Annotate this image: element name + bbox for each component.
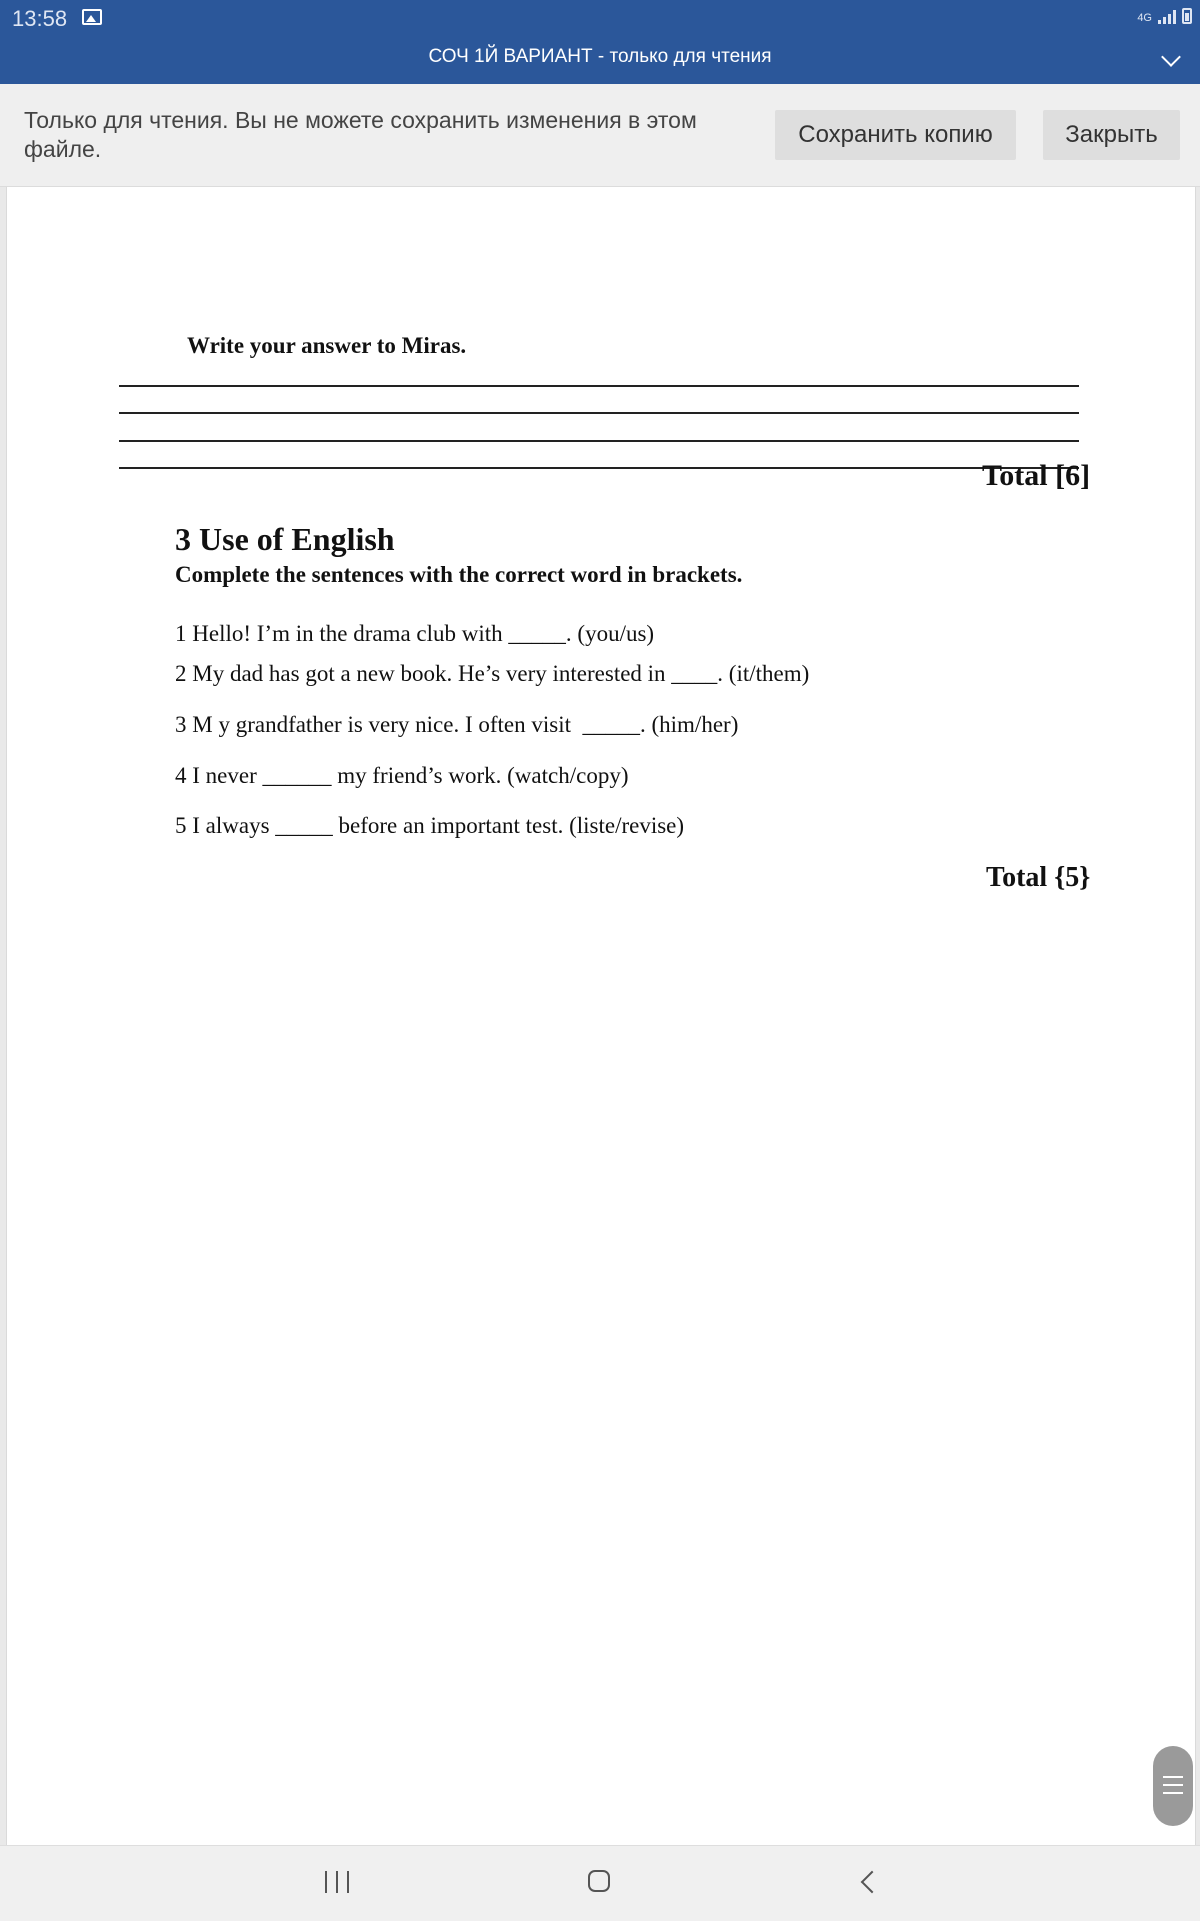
signal-icon (1158, 10, 1176, 24)
recent-apps-icon[interactable] (325, 1871, 349, 1893)
total-score: Total {5} (986, 862, 1091, 893)
section-instruction: Complete the sentences with the correct word in brackets. (175, 562, 743, 587)
section-heading: 3 Use of English (175, 521, 395, 557)
close-button[interactable]: Закрыть (1043, 110, 1180, 160)
exercise-sentence: 1 Hello! I’m in the drama club with _____. (you/us) (175, 621, 655, 646)
read-only-notice (0, 84, 1200, 187)
exercise-sentence: 5 I always _____ before an important test. (liste/revise) (175, 813, 685, 838)
home-icon[interactable] (588, 1870, 610, 1892)
gallery-icon (82, 9, 102, 25)
answer-line (119, 412, 1079, 414)
exercise-sentence: 3 M y grandfather is very nice. I often visit _____. (him/her) (175, 712, 739, 737)
network-type: 4G (1137, 12, 1152, 24)
document-title[interactable]: СОЧ 1Й ВАРИАНТ - только для чтения (428, 46, 772, 67)
top-bar (0, 0, 1200, 84)
status-icons (1137, 8, 1192, 24)
exercise-sentence: 2 My dad has got a new book. He’s very interested in ____. (it/them) (175, 661, 810, 686)
answer-line (119, 440, 1079, 442)
navigation-bar (0, 1845, 1200, 1921)
battery-icon (1182, 8, 1192, 24)
scroll-handle[interactable] (1153, 1746, 1193, 1826)
document-page[interactable] (6, 187, 1196, 1845)
answer-prompt: Write your answer to Miras. (187, 333, 467, 358)
exercise-sentence: 4 I never ______ my friend’s work. (watch/copy) (175, 763, 629, 788)
answer-line (119, 385, 1079, 387)
save-copy-button[interactable]: Сохранить копию (775, 110, 1016, 160)
total-score: Total [6] (982, 459, 1091, 492)
notice-message: Только для чтения. Вы не можете сохранить изменения в этом файле. (24, 107, 697, 162)
answer-line (119, 467, 1079, 469)
status-time: 13:58 (12, 6, 68, 31)
back-icon[interactable] (861, 1871, 884, 1894)
